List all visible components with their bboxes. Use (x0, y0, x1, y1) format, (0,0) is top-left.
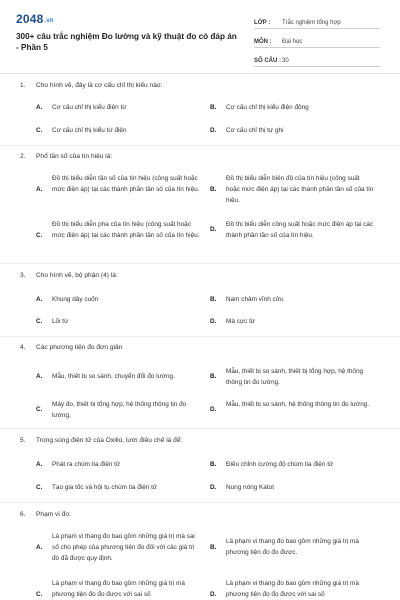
option-text: Lõi từ (52, 318, 69, 325)
header-divider (0, 73, 400, 74)
option-text: Đồ thị biểu diễn tần số của tín hiệu (công suất hoặc mức điện áp) tại các thành phần tần số của tín hiệu. (52, 175, 200, 193)
option-letter: A. (36, 296, 43, 303)
question-number: 5. (20, 437, 26, 444)
option-text: Là phạm vi thang đo bao gồm những giá trị mà phương tiện đo đo được với sai số (52, 580, 185, 598)
question-text: Phổ tần số của tín hiệu là: (36, 153, 113, 160)
question-4 (18, 344, 384, 429)
question-5 (18, 437, 384, 497)
option-letter: D. (210, 226, 217, 233)
meta-label: LỚP : (254, 20, 271, 26)
option-text: Mẫu, thiết bị so sánh, hệ thống thông tin đo lường. (226, 401, 370, 408)
option-letter: B. (210, 186, 217, 193)
question-text: Các phương tiện đo đơn giản (36, 344, 123, 351)
option-text: Mẫu, thiết bị so sánh, thiết bị tổng hợp, hệ thống thông tin đo lường. (226, 368, 364, 386)
question-divider (0, 336, 400, 337)
option-letter: B. (210, 461, 217, 468)
option-letter: C. (36, 484, 43, 491)
page-header (0, 0, 400, 70)
option-text: Điều chỉnh cường độ chùm tia điện tử (226, 461, 334, 468)
question-6 (18, 511, 384, 600)
question-divider (0, 145, 400, 146)
option-letter: D. (210, 591, 217, 598)
option-letter: C. (36, 591, 43, 598)
question-number: 1. (20, 82, 26, 89)
option-text: Tạo gia tốc và hội tụ chùm tia điện tử (52, 484, 158, 491)
meta-row-count (254, 52, 380, 67)
option-text: Là phạm vi thang đo bao gồm những giá trị mà phương tiện đo đo được với sai số (226, 580, 359, 598)
option-text: Máy đo, thiết bị tổng hợp, hệ thống thông tin đo lường. (52, 401, 187, 419)
option-letter: C. (36, 318, 43, 325)
option-text: Nung nóng Katot (226, 484, 274, 491)
option-letter: B. (210, 373, 217, 380)
meta-value: 30 (282, 58, 289, 64)
option-letter: C. (36, 406, 43, 413)
meta-value: Đại học (282, 39, 303, 45)
option-letter: A. (36, 104, 43, 111)
question-3 (18, 272, 384, 332)
meta-label: SỐ CÂU : (254, 58, 281, 64)
logo-text: 2048 (16, 12, 44, 26)
question-number: 4. (20, 344, 26, 351)
question-1 (18, 82, 384, 142)
option-text: Cơ cấu chỉ thị kiểu từ điện (52, 127, 127, 134)
question-text: Cho hình vẽ, bộ phận (4) là: (36, 272, 118, 279)
quiz-title: 300+ câu trắc nghiệm Đo lường và kỹ thuật đo có đáp án - Phần 5 (16, 32, 237, 52)
option-letter: D. (210, 318, 217, 325)
option-text: Khung dây cuốn (52, 296, 99, 303)
question-text: Trong súng điện tử của Oxillo, lưới điều chế là để: (36, 437, 183, 444)
option-text: Là phạm vi thang đo bao gồm những giá trị mà sai số cho phép của phương tiện đo đối với các giá trị đó đã được quy định. (52, 533, 195, 562)
option-letter: C. (36, 127, 43, 134)
site-logo[interactable] (16, 12, 54, 26)
option-text: Là phạm vi thang đo bao gồm những giá trị mà phương tiện đo đo được. (226, 538, 359, 556)
option-letter: B. (210, 544, 217, 551)
option-text: Má cực từ (226, 318, 256, 325)
meta-value: Trắc nghiệm tổng hợp (282, 20, 341, 26)
logo-domain: .vn (44, 18, 54, 24)
option-text: Nam châm vĩnh cửu (226, 296, 284, 303)
question-number: 3. (20, 272, 26, 279)
question-text: Phạm vi đo: (36, 511, 71, 518)
option-text: Mẫu, thiết bị so sánh, chuyển đổi đo lường. (52, 373, 175, 380)
meta-row-class (254, 14, 380, 29)
option-text: Đồ thị biểu diễn pha của tín hiệu (công suất hoặc mức điện áp) tại các thành phần tần số của tín hiệu. (52, 221, 200, 239)
option-letter: A. (36, 461, 43, 468)
meta-row-subject (254, 33, 380, 48)
option-text: Phát ra chùm tia điện tử (52, 461, 121, 468)
question-divider (0, 263, 400, 264)
option-letter: D. (210, 484, 217, 491)
option-text: Đồ thị biểu diễn công suất hoặc mức điện áp tại các thành phần tần số của tín hiệu. (226, 221, 374, 239)
question-divider (0, 428, 400, 429)
option-text: Cơ cấu chỉ thị kiểu điện từ (52, 104, 127, 111)
quiz-meta (254, 14, 380, 71)
option-text: Đồ thị biểu diễn biên độ của tín hiệu (công suất hoặc mức điện áp) tại các thành phần tần số của tín hiệu. (226, 175, 374, 204)
option-letter: D. (210, 127, 217, 134)
question-text: Cho hình vẽ, đây là cơ cấu chỉ thị kiểu nào: (36, 82, 163, 89)
option-text: Cơ cấu chỉ thị kiểu điện động (226, 104, 309, 111)
question-divider (0, 502, 400, 503)
option-letter: B. (210, 296, 217, 303)
meta-label: MÔN : (254, 39, 272, 45)
question-2 (18, 153, 384, 263)
option-letter: B. (210, 104, 217, 111)
option-letter: A. (36, 186, 43, 193)
question-number: 2. (20, 153, 26, 160)
option-letter: A. (36, 544, 43, 551)
option-letter: D. (210, 406, 217, 413)
option-letter: A. (36, 373, 43, 380)
question-number: 6. (20, 511, 26, 518)
option-letter: C. (36, 232, 43, 239)
option-text: Cơ cấu chỉ thị tự ghi (226, 127, 284, 134)
